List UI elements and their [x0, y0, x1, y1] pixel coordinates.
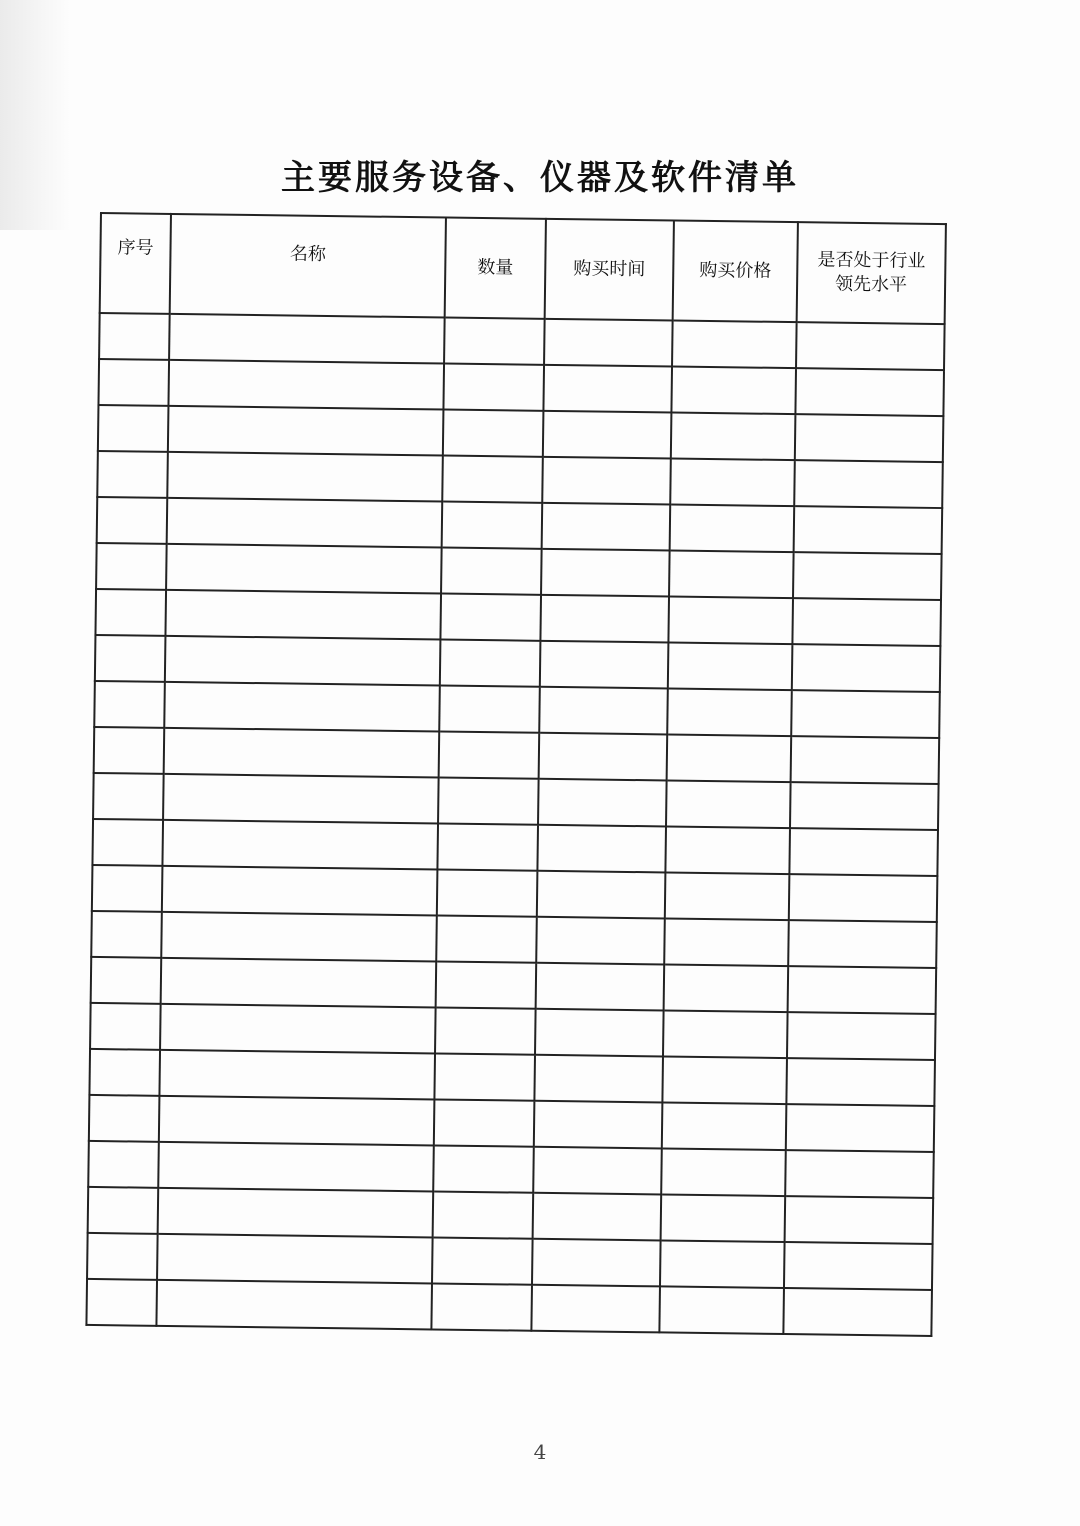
cell-purchase-time[interactable]	[534, 1101, 663, 1149]
cell-purchase-time[interactable]	[544, 319, 673, 367]
cell-purchase-price[interactable]	[671, 412, 796, 460]
cell-purchase-time[interactable]	[531, 1285, 660, 1333]
cell-purchase-time[interactable]	[533, 1193, 662, 1241]
cell-seq[interactable]	[88, 1187, 159, 1234]
cell-seq[interactable]	[89, 1049, 160, 1096]
cell-seq[interactable]	[95, 589, 166, 636]
cell-name[interactable]	[158, 1188, 434, 1238]
cell-quantity[interactable]	[443, 410, 544, 457]
table-header-row	[100, 213, 946, 324]
cell-purchase-time[interactable]	[542, 457, 671, 505]
cell-industry-leading[interactable]	[786, 1058, 935, 1106]
cell-purchase-time[interactable]	[540, 595, 669, 643]
cell-seq[interactable]	[97, 451, 168, 498]
cell-purchase-price[interactable]	[668, 642, 793, 690]
cell-quantity[interactable]	[437, 823, 538, 870]
cell-industry-leading[interactable]	[785, 1150, 934, 1198]
cell-purchase-time[interactable]	[538, 779, 667, 827]
cell-industry-leading[interactable]	[789, 874, 938, 922]
header-industry-leading-line2: 领先水平	[834, 273, 908, 296]
cell-purchase-time[interactable]	[537, 871, 666, 919]
cell-industry-leading[interactable]	[783, 1288, 932, 1336]
cell-quantity[interactable]	[433, 1191, 534, 1238]
cell-industry-leading[interactable]	[794, 460, 943, 508]
cell-seq[interactable]	[90, 1003, 161, 1050]
cell-name[interactable]	[161, 958, 437, 1008]
cell-seq[interactable]	[93, 773, 164, 820]
cell-quantity[interactable]	[444, 318, 545, 365]
cell-name[interactable]	[164, 682, 440, 732]
cell-quantity[interactable]	[434, 1099, 535, 1146]
cell-industry-leading[interactable]	[795, 368, 944, 416]
cell-purchase-price[interactable]	[671, 367, 796, 415]
page-title: 主要服务设备、仪器及软件清单	[281, 158, 799, 198]
cell-seq[interactable]	[91, 911, 162, 958]
cell-quantity[interactable]	[436, 961, 537, 1008]
header-industry-leading-line1: 是否处于行业	[817, 249, 926, 272]
cell-purchase-time[interactable]	[532, 1239, 661, 1287]
cell-quantity[interactable]	[435, 1007, 536, 1054]
cell-quantity[interactable]	[443, 364, 544, 411]
cell-name[interactable]	[162, 866, 438, 916]
cell-quantity[interactable]	[438, 777, 539, 824]
cell-quantity[interactable]	[439, 685, 540, 732]
cell-quantity[interactable]	[431, 1283, 532, 1330]
cell-purchase-price[interactable]	[667, 734, 792, 782]
cell-purchase-time[interactable]	[543, 365, 672, 413]
header-industry-leading	[797, 222, 946, 324]
cell-purchase-price[interactable]	[668, 596, 793, 644]
cell-industry-leading[interactable]	[788, 920, 937, 968]
cell-industry-leading[interactable]	[796, 322, 945, 370]
cell-purchase-price[interactable]	[669, 550, 794, 598]
cell-industry-leading[interactable]	[791, 736, 940, 784]
cell-purchase-time[interactable]	[537, 825, 666, 873]
header-quantity: 数量	[445, 218, 546, 319]
cell-purchase-price[interactable]	[665, 872, 790, 920]
cell-purchase-time[interactable]	[535, 1009, 664, 1057]
cell-quantity[interactable]	[434, 1053, 535, 1100]
cell-purchase-price[interactable]	[664, 964, 789, 1012]
cell-name[interactable]	[159, 1050, 435, 1100]
cell-industry-leading[interactable]	[788, 966, 937, 1014]
equipment-table-container	[85, 212, 945, 1337]
cell-purchase-price[interactable]	[670, 504, 795, 552]
header-purchase-price: 购买价格	[673, 221, 798, 323]
cell-purchase-price[interactable]	[672, 321, 797, 369]
cell-seq[interactable]	[96, 543, 167, 590]
cell-purchase-time[interactable]	[533, 1147, 662, 1195]
cell-purchase-price[interactable]	[664, 918, 789, 966]
cell-industry-leading[interactable]	[786, 1104, 935, 1152]
cell-purchase-time[interactable]	[539, 733, 668, 781]
cell-name[interactable]	[166, 544, 442, 594]
cell-purchase-time[interactable]	[539, 687, 668, 735]
cell-industry-leading[interactable]	[792, 644, 941, 692]
table-row	[86, 1279, 932, 1336]
cell-seq[interactable]	[97, 497, 168, 544]
cell-purchase-price[interactable]	[660, 1240, 785, 1288]
cell-quantity[interactable]	[440, 639, 541, 686]
cell-seq[interactable]	[89, 1095, 160, 1142]
cell-seq[interactable]	[88, 1141, 159, 1188]
cell-seq[interactable]	[87, 1233, 158, 1280]
cell-industry-leading[interactable]	[794, 506, 943, 554]
cell-seq[interactable]	[95, 635, 166, 682]
cell-seq[interactable]	[86, 1279, 157, 1326]
cell-seq[interactable]	[99, 313, 170, 360]
cell-industry-leading[interactable]	[785, 1196, 934, 1244]
cell-seq[interactable]	[98, 405, 169, 452]
cell-purchase-price[interactable]	[665, 826, 790, 874]
cell-purchase-time[interactable]	[542, 503, 671, 551]
cell-quantity[interactable]	[432, 1237, 533, 1284]
cell-quantity[interactable]	[439, 731, 540, 778]
cell-name[interactable]	[162, 820, 438, 870]
cell-name[interactable]	[167, 498, 443, 548]
cell-name[interactable]	[169, 314, 445, 364]
cell-seq[interactable]	[92, 865, 163, 912]
cell-name[interactable]	[168, 360, 444, 410]
cell-industry-leading[interactable]	[787, 1012, 936, 1060]
cell-quantity[interactable]	[436, 915, 537, 962]
cell-purchase-price[interactable]	[666, 780, 791, 828]
cell-purchase-time[interactable]	[540, 641, 669, 689]
header-purchase-time: 购买时间	[545, 219, 674, 321]
cell-name[interactable]	[165, 590, 441, 640]
cell-name[interactable]	[161, 912, 437, 962]
cell-purchase-price[interactable]	[670, 458, 795, 506]
cell-industry-leading[interactable]	[791, 690, 940, 738]
cell-seq[interactable]	[94, 681, 165, 728]
cell-industry-leading[interactable]	[795, 414, 944, 462]
cell-industry-leading[interactable]	[784, 1242, 933, 1290]
cell-purchase-time[interactable]	[541, 549, 670, 597]
cell-purchase-time[interactable]	[543, 411, 672, 459]
cell-name[interactable]	[158, 1142, 434, 1192]
header-seq: 序号	[100, 213, 171, 314]
cell-purchase-price[interactable]	[667, 688, 792, 736]
cell-name[interactable]	[168, 406, 444, 456]
cell-industry-leading[interactable]	[792, 598, 941, 646]
cell-purchase-price[interactable]	[663, 1010, 788, 1058]
cell-quantity[interactable]	[440, 593, 541, 640]
cell-industry-leading[interactable]	[793, 552, 942, 600]
page-number: 4	[533, 1440, 547, 1464]
cell-purchase-price[interactable]	[659, 1286, 784, 1334]
cell-industry-leading[interactable]	[790, 782, 939, 830]
equipment-table	[85, 212, 947, 1337]
cell-quantity[interactable]	[442, 502, 543, 549]
header-name: 名称	[170, 214, 446, 318]
cell-purchase-price[interactable]	[662, 1102, 787, 1150]
cell-name[interactable]	[167, 452, 443, 502]
cell-purchase-time[interactable]	[536, 963, 665, 1011]
table-body	[86, 313, 944, 1336]
cell-name[interactable]	[159, 1096, 435, 1146]
cell-purchase-price[interactable]	[661, 1194, 786, 1242]
cell-seq[interactable]	[94, 727, 165, 774]
cell-quantity[interactable]	[442, 456, 543, 503]
cell-industry-leading[interactable]	[789, 828, 938, 876]
cell-purchase-time[interactable]	[534, 1055, 663, 1103]
cell-quantity[interactable]	[437, 869, 538, 916]
cell-purchase-price[interactable]	[662, 1056, 787, 1104]
cell-name[interactable]	[164, 728, 440, 778]
cell-seq[interactable]	[92, 819, 163, 866]
cell-seq[interactable]	[98, 359, 169, 406]
cell-name[interactable]	[163, 774, 439, 824]
cell-quantity[interactable]	[433, 1145, 534, 1192]
cell-name[interactable]	[160, 1004, 436, 1054]
cell-purchase-price[interactable]	[661, 1148, 786, 1196]
cell-purchase-time[interactable]	[536, 917, 665, 965]
cell-name[interactable]	[157, 1234, 433, 1284]
cell-name[interactable]	[156, 1280, 432, 1330]
cell-name[interactable]	[165, 636, 441, 686]
cell-quantity[interactable]	[441, 548, 542, 595]
cell-seq[interactable]	[91, 957, 162, 1004]
